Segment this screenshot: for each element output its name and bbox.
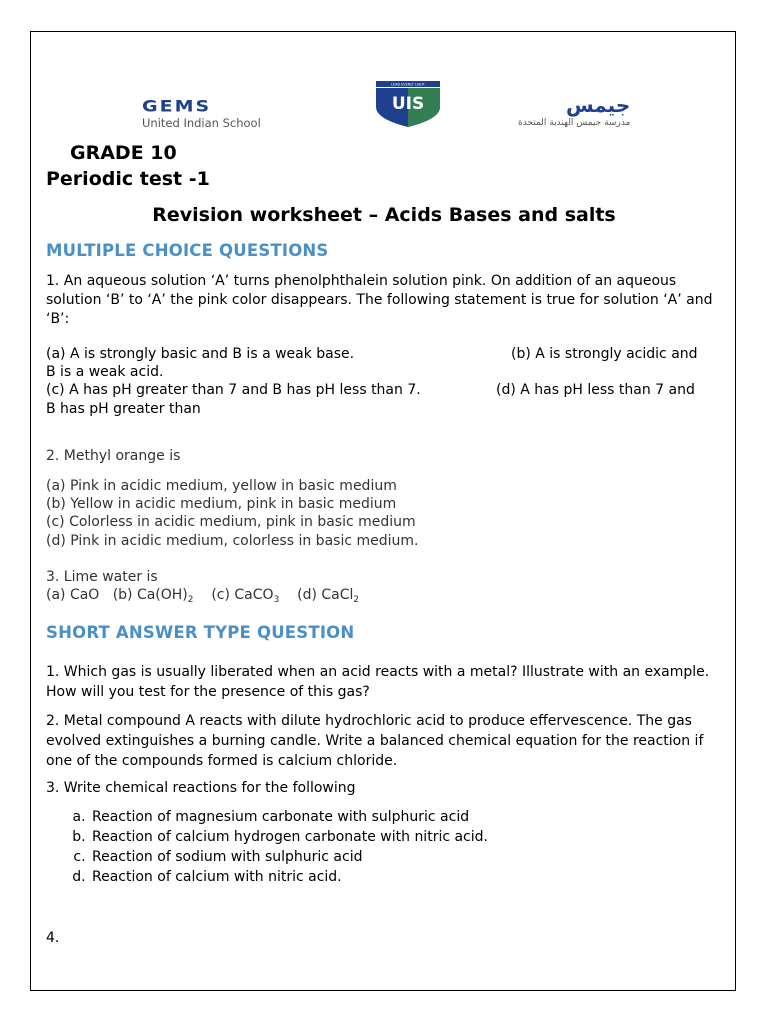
mcq-q2-text: 2. Methyl orange is bbox=[46, 448, 181, 464]
mcq-q2-option-a: (a) Pink in acidic medium, yellow in basic medium bbox=[46, 478, 397, 494]
gems-logo-subtitle: United Indian School bbox=[142, 116, 261, 130]
mcq-q1-option-d-cont: B has pH greater than bbox=[46, 401, 201, 417]
mcq-q1-text: 1. An aqueous solution ‘A’ turns phenolphthalein solution pink. On addition of an aqueous solution ‘B’ to ‘A’ the pink color disappears. The following statement is true for solution ‘A’ and ‘B’: bbox=[46, 273, 713, 327]
mcq-q3-option-a: (a) CaO bbox=[46, 587, 100, 603]
mcq-q1-option-c: (c) A has pH greater than 7 and B has pH less than 7. bbox=[46, 382, 421, 398]
saq-q4-text: 4. bbox=[46, 930, 60, 946]
mcq-heading: MULTIPLE CHOICE QUESTIONS bbox=[46, 241, 329, 260]
periodic-test-label: Periodic test -1 bbox=[46, 168, 210, 190]
mcq-q2-option-d: (d) Pink in acidic medium, colorless in basic medium. bbox=[46, 533, 419, 549]
saq-q3-list bbox=[46, 807, 488, 887]
mcq-q3-option-c: (c) CaCO$_3$ bbox=[211, 587, 280, 605]
arabic-logo-subtitle: مدرسة جيمس الهندية المتحدة bbox=[518, 118, 631, 128]
uis-badge-motto: LEAD EVERLY LIGHT bbox=[391, 82, 425, 87]
gems-logo: GEMS bbox=[142, 97, 212, 116]
arabic-logo: جيمس bbox=[566, 93, 631, 117]
saq-q3-item-d: d. Reaction of calcium with nitric acid. bbox=[90, 867, 488, 887]
uis-badge-text: UIS bbox=[391, 94, 425, 114]
mcq-q2-option-b: (b) Yellow in acidic medium, pink in basic medium bbox=[46, 496, 397, 512]
mcq-q2-option-c: (c) Colorless in acidic medium, pink in basic medium bbox=[46, 514, 416, 530]
mcq-q3-option-d: (d) CaCl$_2$ bbox=[297, 587, 360, 605]
mcq-q1-option-a: (a) A is strongly basic and B is a weak base. bbox=[46, 346, 355, 362]
saq-q3-text: 3. Write chemical reactions for the following bbox=[46, 780, 356, 796]
saq-q3-item-a: a. Reaction of magnesium carbonate with sulphuric acid bbox=[90, 807, 488, 827]
saq-q3-item-b: b. Reaction of calcium hydrogen carbonate with nitric acid. bbox=[90, 827, 488, 847]
saq-q2-text: 2. Metal compound A reacts with dilute hydrochloric acid to produce effervescence. The gas evolved extinguishes a burning candle. Write a balanced chemical equation for the reaction if one of the compounds formed is calcium chloride. bbox=[46, 713, 704, 769]
mcq-q3-option-b: (b) $Ca(OH)_2$ bbox=[112, 587, 194, 605]
worksheet-title: Revision worksheet – Acids Bases and salts bbox=[152, 204, 616, 226]
mcq-q1-option-b-cont: B is a weak acid. bbox=[46, 364, 164, 380]
mcq-q3-text: 3. Lime water is bbox=[46, 569, 158, 585]
mcq-q1-option-b: (b) A is strongly acidic and bbox=[511, 346, 698, 362]
uis-badge-logo bbox=[375, 81, 441, 127]
mcq-q3-options bbox=[46, 586, 359, 605]
saq-q3-item-c: c. Reaction of sodium with sulphuric acid bbox=[90, 847, 488, 867]
grade-label: GRADE 10 bbox=[70, 142, 177, 164]
saq-q1-text: 1. Which gas is usually liberated when an acid reacts with a metal? Illustrate with an example. How will you test for the presence of this gas? bbox=[46, 664, 710, 700]
mcq-q1-option-d: (d) A has pH less than 7 and bbox=[496, 382, 695, 398]
saq-heading: SHORT ANSWER TYPE QUESTION bbox=[46, 623, 355, 642]
